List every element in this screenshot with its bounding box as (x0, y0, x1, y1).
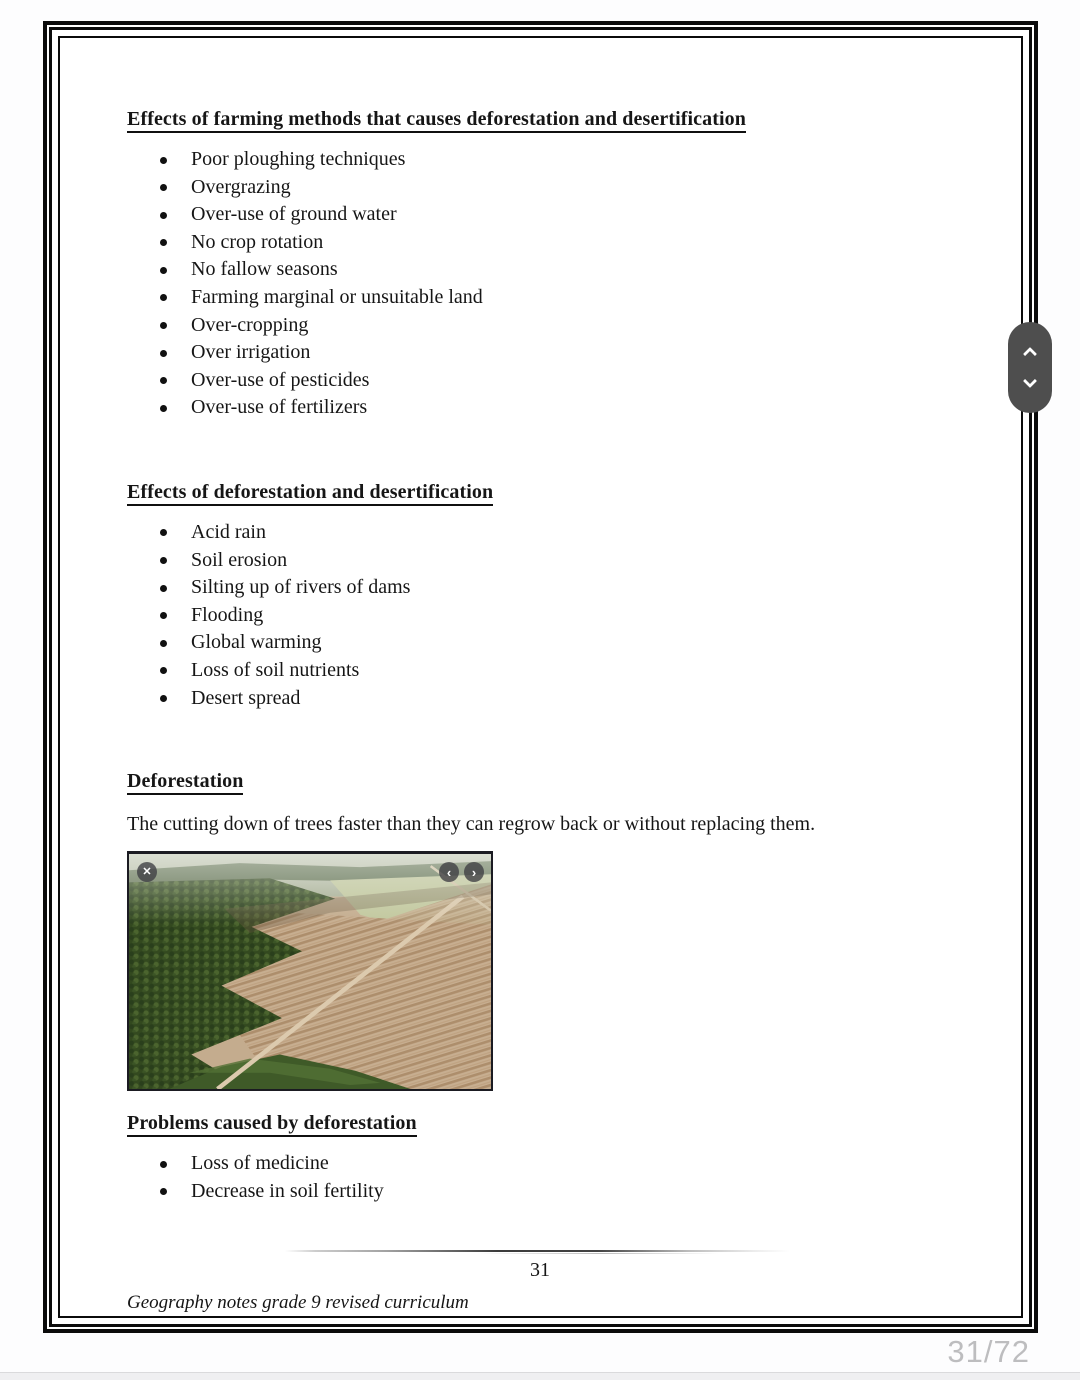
list-item: Desert spread (160, 685, 981, 713)
deforestation-photo-art (129, 854, 491, 1089)
section-deforestation-effects (127, 479, 981, 712)
list-item: Over-use of ground water (160, 201, 981, 229)
section-heading (127, 479, 981, 505)
list-item: Acid rain (160, 519, 981, 547)
next-arrow-icon[interactable]: › (464, 862, 484, 882)
heading-text: Problems caused by deforestation (127, 1112, 417, 1137)
heading-text: Effects of farming methods that causes deforestation and desertification (127, 108, 746, 133)
footer-note: Geography notes grade 9 revised curriculum (127, 1292, 469, 1314)
list-item: Over irrigation (160, 339, 981, 367)
list-item: Flooding (160, 602, 981, 630)
heading-text: Effects of deforestation and desertification (127, 481, 493, 506)
bullet-list-problems (160, 1150, 981, 1205)
page-border-inner (58, 36, 1023, 1318)
list-item: Poor ploughing techniques (160, 146, 981, 174)
page-content (60, 38, 1021, 1316)
list-item: Overgrazing (160, 174, 981, 202)
section-problems (127, 1110, 981, 1205)
chevron-down-icon[interactable] (1023, 374, 1037, 388)
footer-divider (285, 1250, 790, 1252)
heading-text: Deforestation (127, 770, 243, 795)
chevron-up-icon[interactable] (1023, 347, 1037, 361)
scroll-navigator[interactable] (1008, 322, 1052, 413)
list-item: Over-use of pesticides (160, 367, 981, 395)
section-farming-effects (127, 106, 981, 422)
list-item: Over-cropping (160, 312, 981, 340)
page-indicator: 31/72 (947, 1334, 1030, 1369)
section-heading (127, 768, 981, 794)
document-page (43, 21, 1038, 1333)
deforestation-definition: The cutting down of trees faster than they can regrow back or without replacing them. (127, 813, 816, 836)
page-number: 31 (530, 1259, 550, 1282)
list-item: Decrease in soil fertility (160, 1178, 981, 1206)
list-item: Loss of medicine (160, 1150, 981, 1178)
list-item: Loss of soil nutrients (160, 657, 981, 685)
list-item: No fallow seasons (160, 256, 981, 284)
list-item: Silting up of rivers of dams (160, 574, 981, 602)
section-deforestation (127, 768, 981, 1091)
prev-arrow-icon[interactable]: ‹ (439, 862, 459, 882)
list-item: Over-use of fertilizers (160, 394, 981, 422)
list-item: Global warming (160, 629, 981, 657)
bullet-list-farming (160, 146, 981, 422)
page-border-middle (49, 27, 1032, 1327)
bullet-list-effects (160, 519, 981, 712)
deforestation-photo (127, 851, 493, 1091)
list-item: No crop rotation (160, 229, 981, 257)
section-heading (127, 106, 981, 132)
close-icon[interactable]: ✕ (137, 862, 157, 882)
section-heading (127, 1110, 981, 1136)
list-item: Soil erosion (160, 547, 981, 575)
list-item: Farming marginal or unsuitable land (160, 284, 981, 312)
viewer-bottom-bar (0, 1372, 1080, 1380)
